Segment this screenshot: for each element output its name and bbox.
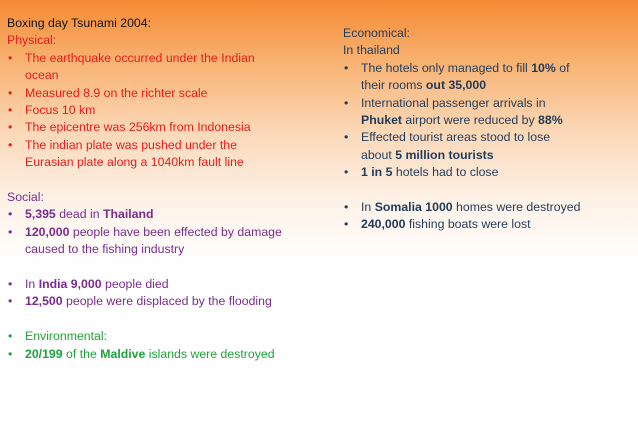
environmental-item: • 20/199 of the Maldive islands were destroyed [7,346,322,363]
physical-item: • The indian plate was pushed under the Eurasian plate along a 1040km fault line [7,137,322,172]
social-item: • 5,395 dead in Thailand [7,206,322,223]
social-item: • 120,000 people have been effected by damage caused to the fishing industry [7,224,322,259]
physical-heading: Physical: [7,33,57,48]
physical-item: • Focus 10 km [7,102,322,119]
economical-item: • 1 in 5 hotels had to close [343,164,633,181]
economical-item: • 240,000 fishing boats were lost [343,216,633,233]
economical-heading: Economical: [343,26,410,40]
slide-title: Boxing day Tsunami 2004: [7,16,152,30]
economical-item: • The hotels only managed to fill 10% of their rooms out 35,000 [343,60,633,95]
physical-item: • Measured 8.9 on the richter scale [7,85,322,102]
right-column [343,25,633,234]
physical-item: • The epicentre was 256km from Indonesia [7,119,322,136]
economical-item: • In Somalia 1000 homes were destroyed [343,199,633,216]
environmental-heading: • Environmental: [7,328,322,345]
economical-subheading: In thailand [343,43,400,58]
social-heading: Social: [7,190,44,205]
economical-item: • International passenger arrivals in Phuket airport were reduced by 88% [343,95,633,130]
physical-item: • The earthquake occurred under the Indian ocean [7,50,322,85]
left-column [7,15,322,363]
social-item: • In India 9,000 people died [7,276,322,293]
economical-item: • Effected tourist areas stood to lose about 5 million tourists [343,129,633,164]
social-item: • 12,500 people were displaced by the flooding [7,293,322,310]
